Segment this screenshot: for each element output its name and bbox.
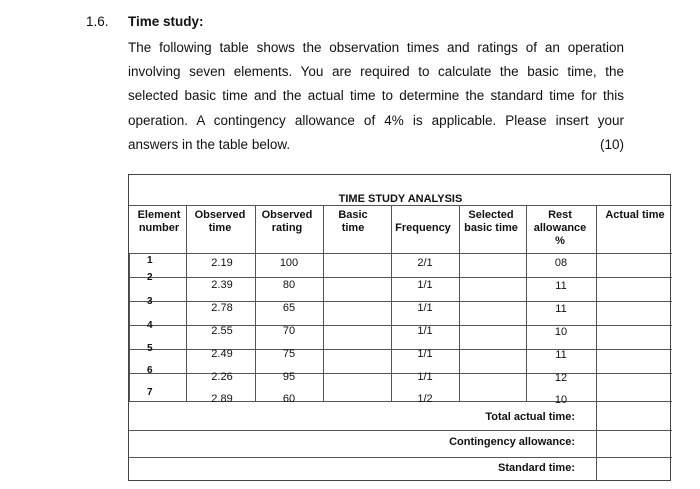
observed-rating: 65 <box>282 302 296 314</box>
frequency: 1/1 <box>417 279 433 291</box>
header-element-number: Element number <box>137 209 181 234</box>
question-line: selected basic time and the actual time to determine the standard time for this <box>128 88 624 104</box>
time-study-table <box>128 174 671 481</box>
frequency: 1/2 <box>417 393 433 405</box>
frequency: 2/1 <box>417 257 433 269</box>
rest-allowance: 11 <box>555 349 567 361</box>
observed-time: 2.49 <box>211 348 233 360</box>
observed-rating: 75 <box>282 348 296 360</box>
frequency: 1/1 <box>417 325 433 337</box>
grid-line <box>129 277 672 278</box>
observed-rating: 70 <box>282 325 296 337</box>
element-number: 7 <box>147 387 153 398</box>
grid-line <box>129 253 672 254</box>
question-title: Time study: <box>128 14 204 29</box>
observed-rating: 80 <box>282 279 296 291</box>
grid-line <box>129 205 672 206</box>
header-observed-rating: Observed rating <box>261 209 313 234</box>
question-number: 1.6. <box>86 14 109 29</box>
total-actual-time-label: Total actual time: <box>485 411 575 423</box>
question-text <box>128 36 624 157</box>
contingency-allowance-label: Contingency allowance: <box>449 436 575 448</box>
element-number: 5 <box>147 343 153 354</box>
element-number: 6 <box>147 365 153 376</box>
question-line: The following table shows the observation times and ratings of an operation <box>128 40 624 55</box>
grid-line <box>129 457 672 458</box>
standard-time-label: Standard time: <box>497 462 575 474</box>
header-actual-time: Actual time <box>605 209 665 221</box>
table-title: TIME STUDY ANALYSIS <box>338 193 463 205</box>
header-selected-basic-time: Selected basic time <box>464 209 518 234</box>
element-number: 4 <box>147 320 153 331</box>
grid-line <box>129 430 672 431</box>
grid-line <box>596 205 597 481</box>
grid-line <box>459 205 460 401</box>
question-last-line <box>128 133 624 157</box>
observed-time: 2.19 <box>211 257 233 269</box>
observed-rating: 95 <box>282 371 296 383</box>
observed-time: 2.26 <box>211 371 233 383</box>
grid-line <box>129 253 130 401</box>
rest-allowance: 10 <box>554 394 568 406</box>
observed-time: 2.55 <box>211 325 233 337</box>
element-number: 2 <box>147 272 153 283</box>
rest-allowance: 12 <box>554 372 568 384</box>
grid-line <box>323 205 324 401</box>
question-marks: (10) <box>599 136 624 152</box>
header-rest-allowance: Rest allowance % <box>533 209 587 247</box>
observed-time: 2.89 <box>211 393 233 405</box>
element-number: 3 <box>147 296 153 307</box>
frequency: 1/1 <box>417 371 433 383</box>
observed-time: 2.39 <box>211 279 233 291</box>
rest-allowance: 11 <box>555 280 567 292</box>
question-line: answers in the table below. <box>128 136 291 152</box>
question-line: involving seven elements. You are required to calculate the basic time, the <box>128 64 624 80</box>
rest-allowance: 08 <box>554 257 568 269</box>
grid-line <box>186 205 187 401</box>
element-number: 1 <box>147 255 153 266</box>
header-basic-time: Basic time <box>338 209 368 234</box>
observed-rating: 60 <box>282 393 296 405</box>
rest-allowance: 11 <box>555 303 567 315</box>
observed-time: 2.78 <box>211 302 233 314</box>
observed-rating: 100 <box>279 257 299 269</box>
header-frequency: Frequency <box>395 222 451 234</box>
frequency: 1/1 <box>417 302 433 314</box>
question-line: operation. A contingency allowance of 4% is applicable. Please insert your <box>128 112 624 128</box>
header-observed-time: Observed time <box>194 209 246 234</box>
frequency: 1/1 <box>417 348 433 360</box>
rest-allowance: 10 <box>554 326 568 338</box>
